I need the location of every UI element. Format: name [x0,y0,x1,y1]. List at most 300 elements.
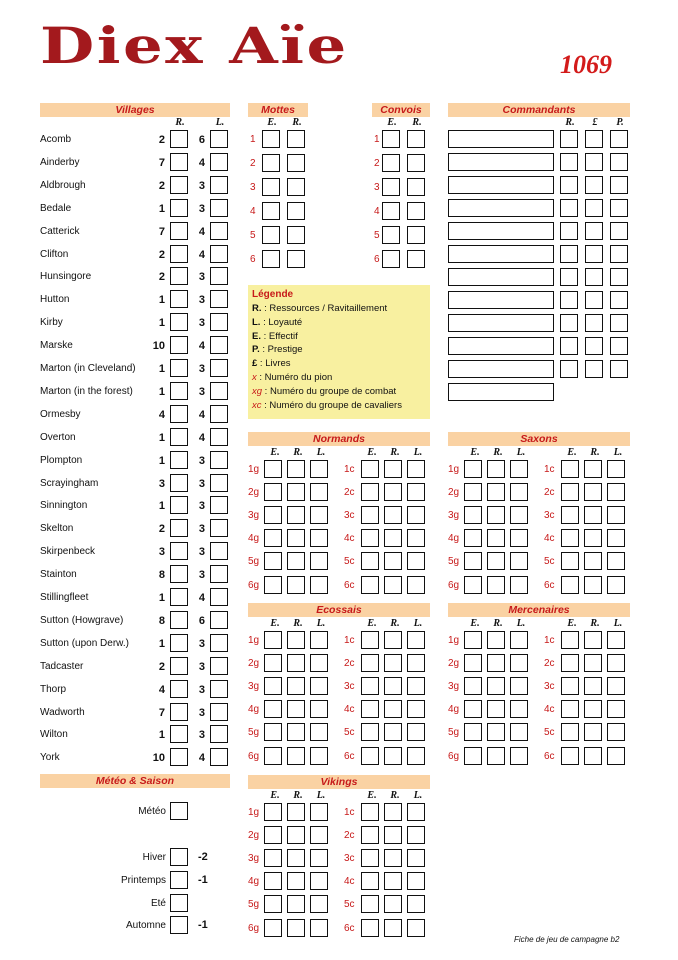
ecossais-unit-box[interactable] [407,654,425,672]
commandant-p-box[interactable] [610,199,628,217]
mercenaires-unit-box[interactable] [607,677,625,695]
saxons-unit-box[interactable] [584,460,602,478]
mercenaires-unit-box[interactable] [584,700,602,718]
vikings-unit-box[interactable] [407,803,425,821]
saxons-unit-box[interactable] [584,552,602,570]
ecossais-unit-box[interactable] [384,723,402,741]
season-box[interactable] [170,894,188,912]
saxons-unit-box[interactable] [510,506,528,524]
village-l-box[interactable] [210,153,228,171]
vikings-unit-box[interactable] [310,872,328,890]
commandant-name-box[interactable] [448,245,554,263]
commandant-p-box[interactable] [610,268,628,286]
ecossais-unit-box[interactable] [310,631,328,649]
commandant-p-box[interactable] [610,291,628,309]
vikings-unit-box[interactable] [384,803,402,821]
ecossais-unit-box[interactable] [264,677,282,695]
vikings-unit-box[interactable] [361,895,379,913]
normands-unit-box[interactable] [384,460,402,478]
normands-unit-box[interactable] [310,483,328,501]
ecossais-unit-box[interactable] [384,700,402,718]
mercenaires-unit-box[interactable] [607,700,625,718]
convois-e-box[interactable] [382,226,400,244]
mercenaires-unit-box[interactable] [561,700,579,718]
commandants-col-r: R. [565,117,575,128]
village-l-box[interactable] [210,451,228,469]
commandant-r-box[interactable] [560,268,578,286]
normands-unit-box[interactable] [407,483,425,501]
vikings-unit-box[interactable] [287,826,305,844]
saxons-unit-box[interactable] [464,506,482,524]
village-l-box[interactable] [210,657,228,675]
saxons-unit-box[interactable] [487,576,505,594]
convois-e-box[interactable] [382,154,400,172]
village-l-box[interactable] [210,565,228,583]
commandant-p-box[interactable] [610,245,628,263]
mercenaires-unit-box[interactable] [464,654,482,672]
mercenaires-unit-box[interactable] [487,631,505,649]
mottes-row-number: 6 [250,253,256,265]
ecossais-unit-box[interactable] [287,747,305,765]
mottes-e-box[interactable] [262,202,280,220]
commandant-f-box[interactable] [585,222,603,240]
village-l-box[interactable] [210,405,228,423]
saxons-unit-box[interactable] [607,576,625,594]
ecossais-unit-box[interactable] [287,631,305,649]
mercenaires-unit-box[interactable] [464,723,482,741]
village-l-box[interactable] [210,290,228,308]
legend-key: x [252,372,257,383]
commandant-p-box[interactable] [610,222,628,240]
vikings-unit-box[interactable] [264,872,282,890]
saxons-unit-box[interactable] [510,529,528,547]
normands-group-label: 1g [248,464,260,475]
village-resources: 1 [158,454,165,467]
commandant-name-box[interactable] [448,222,554,240]
village-l-box[interactable] [210,382,228,400]
ecossais-unit-box[interactable] [407,700,425,718]
vikings-unit-box[interactable] [384,872,402,890]
ecossais-unit-box[interactable] [287,700,305,718]
normands-unit-box[interactable] [310,552,328,570]
normands-unit-box[interactable] [361,506,379,524]
mottes-e-box[interactable] [262,178,280,196]
ecossais-unit-box[interactable] [310,654,328,672]
vikings-unit-box[interactable] [407,826,425,844]
village-l-box[interactable] [210,130,228,148]
commandant-f-box[interactable] [585,360,603,378]
vikings-unit-box[interactable] [361,872,379,890]
normands-unit-box[interactable] [407,460,425,478]
commandant-name-box[interactable] [448,130,554,148]
normands-unit-box[interactable] [310,506,328,524]
commandant-r-box[interactable] [560,314,578,332]
vikings-unit-box[interactable] [407,872,425,890]
convois-e-box[interactable] [382,178,400,196]
vikings-unit-box[interactable] [287,849,305,867]
convois-r-box[interactable] [407,250,425,268]
ecossais-unit-box[interactable] [310,723,328,741]
season-box[interactable] [170,871,188,889]
meteo-box[interactable] [170,802,188,820]
village-l-box[interactable] [210,634,228,652]
ecossais-unit-box[interactable] [287,654,305,672]
mercenaires-unit-box[interactable] [607,631,625,649]
normands-unit-box[interactable] [384,483,402,501]
mercenaires-unit-box[interactable] [510,747,528,765]
normands-unit-box[interactable] [310,460,328,478]
vikings-unit-box[interactable] [264,919,282,937]
saxons-header: Saxons [448,432,630,446]
vikings-unit-box[interactable] [310,919,328,937]
ecossais-unit-box[interactable] [287,677,305,695]
ecossais-unit-box[interactable] [361,747,379,765]
commandant-name-box[interactable] [448,337,554,355]
mercenaires-unit-box[interactable] [487,677,505,695]
mercenaires-unit-box[interactable] [510,631,528,649]
ecossais-unit-box[interactable] [361,654,379,672]
mercenaires-unit-box[interactable] [464,631,482,649]
village-l-box[interactable] [210,336,228,354]
mercenaires-unit-box[interactable] [464,747,482,765]
mercenaires-unit-box[interactable] [510,654,528,672]
commandant-r-box[interactable] [560,153,578,171]
normands-unit-box[interactable] [287,576,305,594]
village-l-box[interactable] [210,199,228,217]
normands-unit-box[interactable] [310,529,328,547]
normands-unit-box[interactable] [264,552,282,570]
page-title: Diex Aïe [40,16,349,75]
saxons-unit-box[interactable] [561,506,579,524]
village-l-box[interactable] [210,313,228,331]
village-l-box[interactable] [210,474,228,492]
village-l-box[interactable] [210,267,228,285]
vikings-unit-box[interactable] [384,826,402,844]
ecossais-unit-box[interactable] [361,677,379,695]
mercenaires-unit-box[interactable] [584,654,602,672]
convois-e-box[interactable] [382,202,400,220]
normands-unit-box[interactable] [264,483,282,501]
commandant-name-box[interactable] [448,153,554,171]
ecossais-unit-box[interactable] [361,631,379,649]
saxons-unit-box[interactable] [510,483,528,501]
ecossais-unit-box[interactable] [384,631,402,649]
vikings-unit-box[interactable] [361,803,379,821]
commandant-p-box[interactable] [610,176,628,194]
mottes-e-box[interactable] [262,226,280,244]
mercenaires-unit-box[interactable] [487,654,505,672]
commandant-r-box[interactable] [560,222,578,240]
mercenaires-unit-box[interactable] [584,677,602,695]
ecossais-unit-box[interactable] [384,677,402,695]
normands-unit-box[interactable] [361,529,379,547]
mercenaires-unit-box[interactable] [510,700,528,718]
saxons-unit-box[interactable] [487,529,505,547]
mercenaires-unit-box[interactable] [607,654,625,672]
saxons-unit-box[interactable] [607,506,625,524]
commandant-r-box[interactable] [560,360,578,378]
commandant-r-box[interactable] [560,130,578,148]
village-l-box[interactable] [210,496,228,514]
saxons-unit-box[interactable] [607,529,625,547]
ecossais-unit-box[interactable] [264,723,282,741]
vikings-unit-box[interactable] [361,919,379,937]
normands-unit-box[interactable] [384,552,402,570]
mercenaires-unit-box[interactable] [561,723,579,741]
vikings-unit-box[interactable] [287,872,305,890]
saxons-unit-box[interactable] [584,529,602,547]
vikings-unit-box[interactable] [287,919,305,937]
vikings-unit-box[interactable] [384,849,402,867]
village-loyalty: 3 [198,706,205,719]
legend-key: E. [252,330,261,342]
mercenaires-unit-box[interactable] [464,700,482,718]
mottes-e-box[interactable] [262,154,280,172]
commandant-name-box[interactable] [448,383,554,401]
village-l-box[interactable] [210,588,228,606]
saxons-unit-box[interactable] [510,552,528,570]
commandant-name-box[interactable] [448,291,554,309]
commandant-name-box[interactable] [448,314,554,332]
saxons-unit-box[interactable] [464,576,482,594]
saxons-unit-box[interactable] [464,529,482,547]
ecossais-unit-box[interactable] [361,700,379,718]
village-resources: 3 [158,546,165,559]
commandant-f-box[interactable] [585,130,603,148]
convois-r-box[interactable] [407,202,425,220]
normands-unit-box[interactable] [407,552,425,570]
saxons-unit-box[interactable] [561,529,579,547]
saxons-unit-box[interactable] [464,483,482,501]
vikings-cavalry-label: 3c [344,853,355,865]
commandant-f-box[interactable] [585,199,603,217]
mottes-e-box[interactable] [262,250,280,268]
commandant-f-box[interactable] [585,176,603,194]
normands-unit-box[interactable] [407,576,425,594]
village-l-box[interactable] [210,176,228,194]
ecossais-unit-box[interactable] [407,747,425,765]
convois-r-box[interactable] [407,226,425,244]
vikings-unit-box[interactable] [310,803,328,821]
vikings-unit-box[interactable] [384,919,402,937]
ecossais-unit-box[interactable] [384,747,402,765]
mercenaires-unit-box[interactable] [561,654,579,672]
mottes-r-box[interactable] [287,226,305,244]
commandant-r-box[interactable] [560,337,578,355]
mottes-r-box[interactable] [287,178,305,196]
normands-unit-box[interactable] [384,576,402,594]
ecossais-unit-box[interactable] [264,700,282,718]
mottes-r-box[interactable] [287,202,305,220]
mercenaires-unit-box[interactable] [510,677,528,695]
normands-unit-box[interactable] [264,529,282,547]
commandant-p-box[interactable] [610,130,628,148]
village-loyalty: 3 [198,500,205,513]
mottes-r-box[interactable] [287,250,305,268]
vikings-unit-box[interactable] [361,849,379,867]
saxons-unit-box[interactable] [607,552,625,570]
commandant-f-box[interactable] [585,337,603,355]
normands-unit-box[interactable] [264,576,282,594]
mercenaires-unit-box[interactable] [510,723,528,741]
convois-r-box[interactable] [407,178,425,196]
mercenaires-unit-box[interactable] [487,700,505,718]
ecossais-unit-box[interactable] [310,747,328,765]
commandant-r-box[interactable] [560,245,578,263]
mercenaires-unit-box[interactable] [584,631,602,649]
normands-unit-box[interactable] [361,552,379,570]
saxons-unit-box[interactable] [487,506,505,524]
ecossais-unit-box[interactable] [407,677,425,695]
vikings-unit-box[interactable] [287,895,305,913]
saxons-unit-box[interactable] [510,460,528,478]
mercenaires-unit-box[interactable] [584,723,602,741]
commandant-f-box[interactable] [585,268,603,286]
saxons-unit-box[interactable] [510,576,528,594]
saxons-unit-box[interactable] [561,460,579,478]
village-l-box[interactable] [210,748,228,766]
normands-unit-box[interactable] [407,529,425,547]
saxons-unit-box[interactable] [584,483,602,501]
commandant-f-box[interactable] [585,291,603,309]
saxons-unit-box[interactable] [464,460,482,478]
commandant-r-box[interactable] [560,291,578,309]
ecossais-unit-box[interactable] [361,723,379,741]
mercenaires-unit-box[interactable] [607,747,625,765]
commandant-f-box[interactable] [585,314,603,332]
normands-unit-box[interactable] [287,460,305,478]
vikings-unit-box[interactable] [407,895,425,913]
vikings-unit-box[interactable] [264,895,282,913]
vikings-unit-box[interactable] [264,803,282,821]
commandant-r-box[interactable] [560,176,578,194]
vikings-unit-box[interactable] [407,849,425,867]
saxons-unit-box[interactable] [561,483,579,501]
mercenaires-unit-box[interactable] [464,677,482,695]
normands-col-l: L. [316,447,326,458]
vikings-unit-box[interactable] [264,849,282,867]
saxons-unit-box[interactable] [487,460,505,478]
normands-unit-box[interactable] [407,506,425,524]
commandant-name-box[interactable] [448,268,554,286]
saxons-unit-box[interactable] [487,483,505,501]
convois-e-box[interactable] [382,250,400,268]
village-l-box[interactable] [210,725,228,743]
normands-unit-box[interactable] [384,529,402,547]
vikings-unit-box[interactable] [407,919,425,937]
vikings-unit-box[interactable] [384,895,402,913]
ecossais-unit-box[interactable] [264,747,282,765]
mercenaires-unit-box[interactable] [561,747,579,765]
saxons-unit-box[interactable] [561,576,579,594]
ecossais-unit-box[interactable] [264,631,282,649]
vikings-unit-box[interactable] [310,826,328,844]
ecossais-unit-box[interactable] [287,723,305,741]
season-box[interactable] [170,848,188,866]
normands-unit-box[interactable] [361,460,379,478]
normands-unit-box[interactable] [264,506,282,524]
saxons-unit-box[interactable] [464,552,482,570]
normands-unit-box[interactable] [384,506,402,524]
saxons-unit-box[interactable] [561,552,579,570]
saxons-unit-box[interactable] [607,483,625,501]
normands-unit-box[interactable] [287,506,305,524]
village-l-box[interactable] [210,519,228,537]
saxons-unit-box[interactable] [487,552,505,570]
normands-unit-box[interactable] [287,552,305,570]
saxons-unit-box[interactable] [607,460,625,478]
village-l-box[interactable] [210,542,228,560]
mercenaires-unit-box[interactable] [487,747,505,765]
saxons-group-label: 5g [448,556,460,568]
village-l-box[interactable] [210,222,228,240]
vikings-unit-box[interactable] [287,803,305,821]
village-name: Bedale [40,202,72,214]
mottes-r-box[interactable] [287,130,305,148]
ecossais-unit-box[interactable] [407,631,425,649]
village-l-box[interactable] [210,245,228,263]
commandant-f-box[interactable] [585,245,603,263]
vikings-unit-box[interactable] [361,826,379,844]
village-l-box[interactable] [210,428,228,446]
convois-r-box[interactable] [407,130,425,148]
mercenaires-unit-box[interactable] [561,631,579,649]
vikings-unit-box[interactable] [310,849,328,867]
commandant-r-box[interactable] [560,199,578,217]
saxons-unit-box[interactable] [584,576,602,594]
convois-e-box[interactable] [382,130,400,148]
mercenaires-unit-box[interactable] [487,723,505,741]
normands-unit-box[interactable] [264,460,282,478]
normands-unit-box[interactable] [361,483,379,501]
village-name: Marton (in Cleveland) [40,363,136,374]
village-loyalty: 6 [198,614,205,627]
ecossais-unit-box[interactable] [407,723,425,741]
mercenaires-unit-box[interactable] [584,747,602,765]
vikings-col-e: E. [270,790,280,801]
vikings-unit-box[interactable] [310,895,328,913]
village-l-box[interactable] [210,680,228,698]
normands-unit-box[interactable] [287,529,305,547]
season-box[interactable] [170,916,188,934]
saxons-unit-box[interactable] [584,506,602,524]
commandant-p-box[interactable] [610,337,628,355]
mottes-e-box[interactable] [262,130,280,148]
commandant-p-box[interactable] [610,314,628,332]
normands-unit-box[interactable] [310,576,328,594]
normands-unit-box[interactable] [361,576,379,594]
ecossais-unit-box[interactable] [310,677,328,695]
mercenaires-unit-box[interactable] [561,677,579,695]
commandant-name-box[interactable] [448,360,554,378]
ecossais-unit-box[interactable] [384,654,402,672]
village-l-box[interactable] [210,359,228,377]
ecossais-unit-box[interactable] [310,700,328,718]
village-l-box[interactable] [210,611,228,629]
convois-r-box[interactable] [407,154,425,172]
normands-unit-box[interactable] [287,483,305,501]
commandant-name-box[interactable] [448,199,554,217]
village-l-box[interactable] [210,703,228,721]
ecossais-unit-box[interactable] [264,654,282,672]
mercenaires-unit-box[interactable] [607,723,625,741]
mottes-r-box[interactable] [287,154,305,172]
commandant-name-box[interactable] [448,176,554,194]
commandant-f-box[interactable] [585,153,603,171]
vikings-unit-box[interactable] [264,826,282,844]
commandant-p-box[interactable] [610,360,628,378]
commandant-p-box[interactable] [610,153,628,171]
